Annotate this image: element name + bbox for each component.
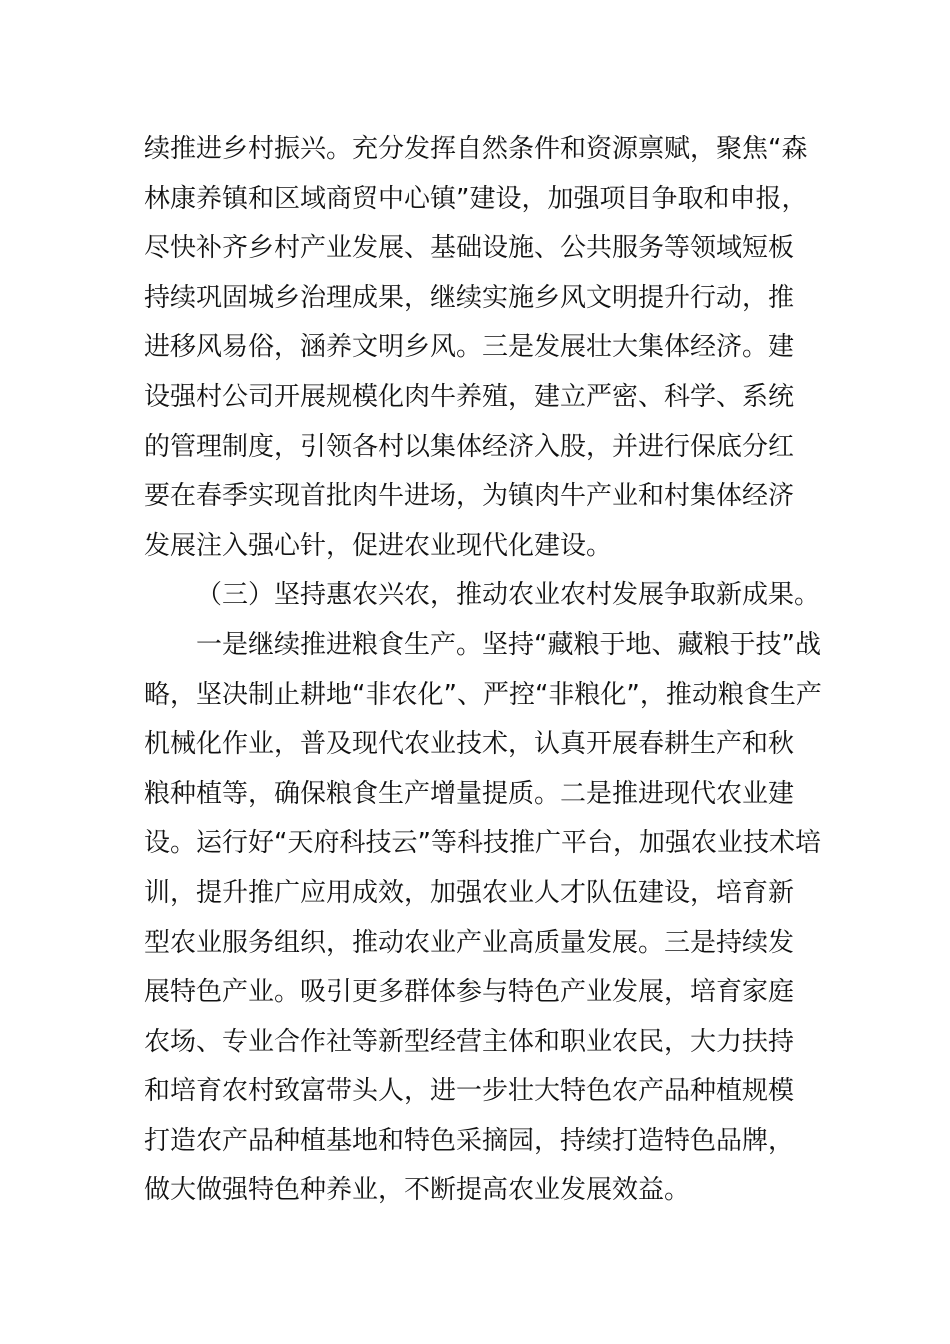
text-line-5: 进移风易俗，涵养文明乡风。三是发展壮大集体经济。建 — [144, 332, 795, 363]
text-line-7: 的管理制度，引领各村以集体经济入股，并进行保底分红 — [144, 431, 795, 462]
text-line-18: 展特色产业。吸引更多群体参与特色产业发展，培育家庭 — [144, 977, 795, 1008]
text-line-9: 发展注入强心针，促进农业现代化建设。 — [144, 530, 613, 561]
text-line-15: 设。运行好“天府科技云”等科技推广平台，加强农业技术培 — [144, 828, 821, 859]
text-line-8: 要在春季实现首批肉牛进场，为镇肉牛产业和村集体经济 — [144, 481, 795, 512]
text-line-12: 略，坚决制止耕地“非农化”、严控“非粮化”，推动粮食生产 — [144, 679, 822, 710]
text-line-17: 型农业服务组织，推动农业产业高质量发展。三是持续发 — [144, 927, 795, 958]
text-line-22: 做大做强特色种养业，不断提高农业发展效益。 — [144, 1175, 691, 1206]
body-text — [144, 125, 824, 1216]
section-heading: （三）坚持惠农兴农，推动农业农村发展争取新成果。 — [196, 580, 821, 611]
text-line-20: 和培育农村致富带头人，进一步壮大特色农产品种植规模 — [144, 1076, 795, 1107]
text-line-19: 农场、专业合作社等新型经营主体和职业农民，大力扶持 — [144, 1026, 795, 1057]
text-line-1: 续推进乡村振兴。充分发挥自然条件和资源禀赋，聚焦“森 — [144, 134, 808, 164]
text-line-13: 机械化作业，普及现代农业技术，认真开展春耕生产和秋 — [144, 729, 795, 760]
text-line-3: 尽快补齐乡村产业发展、基础设施、公共服务等领域短板 — [144, 233, 795, 264]
text-line-4: 持续巩固城乡治理成果，继续实施乡风文明提升行动，推 — [144, 282, 795, 313]
text-line-21: 打造农产品种植基地和特色采摘园，持续打造特色品牌， — [144, 1125, 795, 1156]
text-line-6: 设强村公司开展规模化肉牛养殖，建立严密、科学、系统 — [144, 381, 795, 412]
text-line-11: 一是继续推进粮食生产。坚持“藏粮于地、藏粮于技”战 — [196, 629, 821, 660]
text-line-16: 训，提升推广应用成效，加强农业人才队伍建设，培育新 — [144, 877, 795, 908]
text-line-2: 林康养镇和区域商贸中心镇”建设，加强项目争取和申报， — [144, 183, 808, 214]
text-line-14: 粮种植等，确保粮食生产增量提质。二是推进现代农业建 — [144, 778, 795, 809]
